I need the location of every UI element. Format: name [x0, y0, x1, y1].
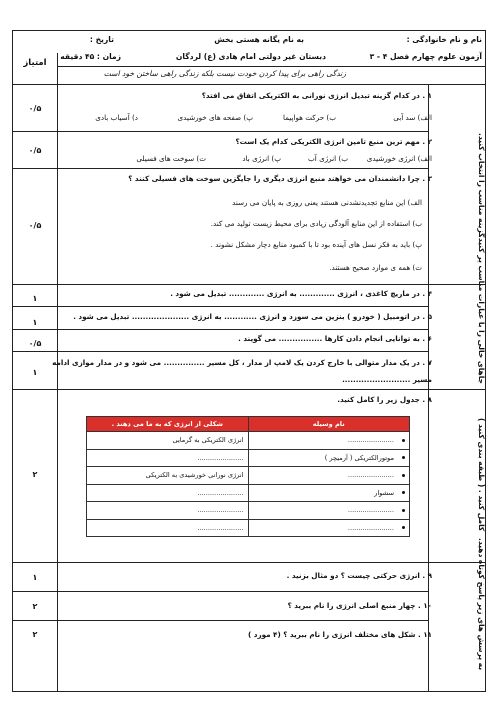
q3-text: ۳ . چرا دانشمندان می خواهند منبع انرژی دیگری را جایگزین سوخت های فسیلی کنند ؟	[128, 174, 432, 183]
table-row	[87, 484, 410, 502]
col-energy-header: شکلی از انرژی که به ما می دهند .	[87, 417, 249, 432]
q4-divider	[12, 306, 428, 307]
q2-text: ۲ . مهم ترین منبع تامین انرژی الکتریکی کدام یک است؟	[235, 137, 432, 146]
q6-text: ۶ . به توانایی انجام دادن کارها ................ می گویند .	[238, 334, 432, 343]
device-cell[interactable]	[248, 519, 410, 537]
energy-cell: انرژی نورانی خورشیدی به الکتریکی	[87, 467, 249, 485]
q10-score: ۲	[32, 602, 38, 611]
table-row	[87, 432, 410, 450]
q1-option-c: پ) صفحه های خورشیدی	[177, 113, 253, 122]
q3-option-d: ت) همه ی موارد صحیح هستند.	[329, 263, 422, 272]
q3-score: ۰/۵	[28, 221, 42, 230]
q10-text: ۱۰ . چهار منبع اصلی انرژی را نام ببرید ؟	[287, 601, 432, 610]
q5-text: ۵ . در اتومبیل ( خودرو ) بنزین می سوزد و انرژی ............ به انرژی ..................... تبدیل می شود .	[73, 312, 432, 321]
q8-score: ۲	[32, 470, 38, 479]
section4-label: به پرسش های زیر پاسخ کوتاه دهید.	[477, 537, 486, 670]
q9-text: ۹ . انرژی حرکتی چیست ؟ دو مثال بزنید .	[286, 571, 432, 580]
bullet-icon	[402, 456, 405, 459]
date-label: تاریخ :	[89, 35, 114, 44]
q1-option-d: د) آسیاب بادی	[95, 113, 138, 122]
table-row	[87, 502, 410, 520]
energy-cell[interactable]: ......................	[87, 519, 249, 537]
q3-option-a: الف) این منابع تجدیدنشدنی هستند یعنی روزی به پایان می رسند	[232, 198, 422, 207]
q3-option-b: ب) استفاده از این منابع آلودگی زیادی برای محیط زیست تولید می کند.	[210, 219, 422, 228]
energy-cell[interactable]: ......................	[87, 484, 249, 502]
q8-text: ۸ . جدول زیر را کامل کنید.	[337, 395, 432, 404]
q9-score: ۱	[32, 573, 38, 582]
q2-option-a: الف) انرژی خورشیدی	[366, 154, 432, 163]
school-name: دبستان غیر دولتی امام هادی (ع) لردگان	[175, 52, 326, 61]
q5-divider	[12, 329, 428, 330]
device-value: ......................	[347, 523, 394, 532]
table-header-row	[87, 417, 410, 432]
section3-end	[12, 562, 486, 563]
q11-text: ۱۱ . شکل های مختلف انرژی را نام ببرید ؟ (۴ مورد )	[247, 630, 432, 639]
q1-score: ۰/۵	[28, 104, 42, 113]
energy-cell[interactable]: ......................	[87, 502, 249, 520]
device-value: موتورالکتریکی ( آرمیچر )	[324, 453, 394, 462]
q1-option-a: الف) سد آبی	[393, 113, 432, 122]
q4-text: ۴ . در ماریچ کاغذی ، انرژی ............. به انرژی ............. تبدیل می شود .	[170, 289, 432, 298]
bullet-icon	[402, 491, 405, 494]
q6-divider	[12, 351, 428, 352]
q4-score: ۱	[32, 294, 38, 303]
q10-divider	[12, 620, 428, 621]
q1-option-b: ب) حرکت هواپیما	[282, 113, 336, 122]
device-value: ......................	[347, 436, 394, 445]
table-row	[87, 449, 410, 467]
time-label: زمان : ۴۵ دقیقه	[60, 52, 121, 61]
q2-score: ۰/۵	[28, 146, 42, 155]
device-cell[interactable]	[248, 502, 410, 520]
device-value: ......................	[347, 471, 394, 480]
god-name-title: به نام یگانه هستی بخش	[214, 35, 304, 44]
table-row	[87, 467, 410, 485]
q2-option-c: پ) انرژی باد	[242, 154, 281, 163]
score-header: امتیاز	[23, 58, 47, 68]
col-device-header: نام وسیله	[248, 417, 410, 432]
q7-text-line2: مسیر .........................	[342, 375, 432, 384]
bullet-icon	[402, 439, 405, 442]
bullet-icon	[402, 509, 405, 512]
q2-option-b: ب) انرژی آب	[308, 154, 348, 163]
device-cell	[248, 484, 410, 502]
section3-label: کامل کنید . ( طبقه بندی کنید )	[477, 418, 486, 532]
header-bottom-line	[12, 84, 486, 85]
q2-option-d: ت) سوخت های فسیلی	[136, 154, 206, 163]
q5-score: ۱	[32, 318, 38, 327]
section2-label: جاهای خالی را با عبارات مناسب پر کنید.	[477, 235, 486, 384]
q7-text-line1: ۷ . در یک مدار متوالی با خارج کردن یک لامپ از مدار ، کل مسیر ............... می شود و در مدار موازی ادامه	[52, 358, 432, 367]
motto-text: زندگی راهی برای پیدا کردن خودت نیست بلکه زندگی راهی ساختن خود است	[103, 69, 346, 78]
device-cell[interactable]	[248, 432, 410, 450]
q2-divider	[12, 168, 428, 169]
section1-end	[12, 284, 486, 285]
energy-cell: انرژی الکتریکی به گرمایی	[87, 432, 249, 450]
bullet-icon	[402, 526, 405, 529]
header-divider	[57, 66, 486, 67]
energy-cell[interactable]: ......................	[87, 449, 249, 467]
q7-score: ۱	[32, 368, 38, 377]
section1-label: گزینه مناسب را انتخاب کنید.	[477, 132, 486, 238]
q1-divider	[12, 131, 428, 132]
q8-energy-table	[86, 416, 410, 537]
q6-score: ۰/۵	[28, 339, 42, 348]
exam-title: آزمون علوم چهارم فصل ۴ - ۳	[369, 52, 482, 61]
device-value: ......................	[347, 506, 394, 515]
table-row	[87, 519, 410, 537]
q9-divider	[12, 591, 428, 592]
device-cell	[248, 449, 410, 467]
device-cell[interactable]	[248, 467, 410, 485]
device-value: سشوار	[374, 488, 394, 497]
bullet-icon	[402, 474, 405, 477]
student-name-label: نام و نام خانوادگی :	[406, 35, 482, 44]
section2-end	[12, 389, 486, 390]
q3-option-c: پ) باید به فکر نسل های آینده بود تا با کمبود منابع دچار مشکل نشوند .	[210, 240, 422, 249]
q11-score: ۲	[32, 630, 38, 639]
q1-text: ۱ . در کدام گزینه تبدیل انرژی نورانی به الکتریکی اتفاق می افتد؟	[201, 91, 432, 100]
